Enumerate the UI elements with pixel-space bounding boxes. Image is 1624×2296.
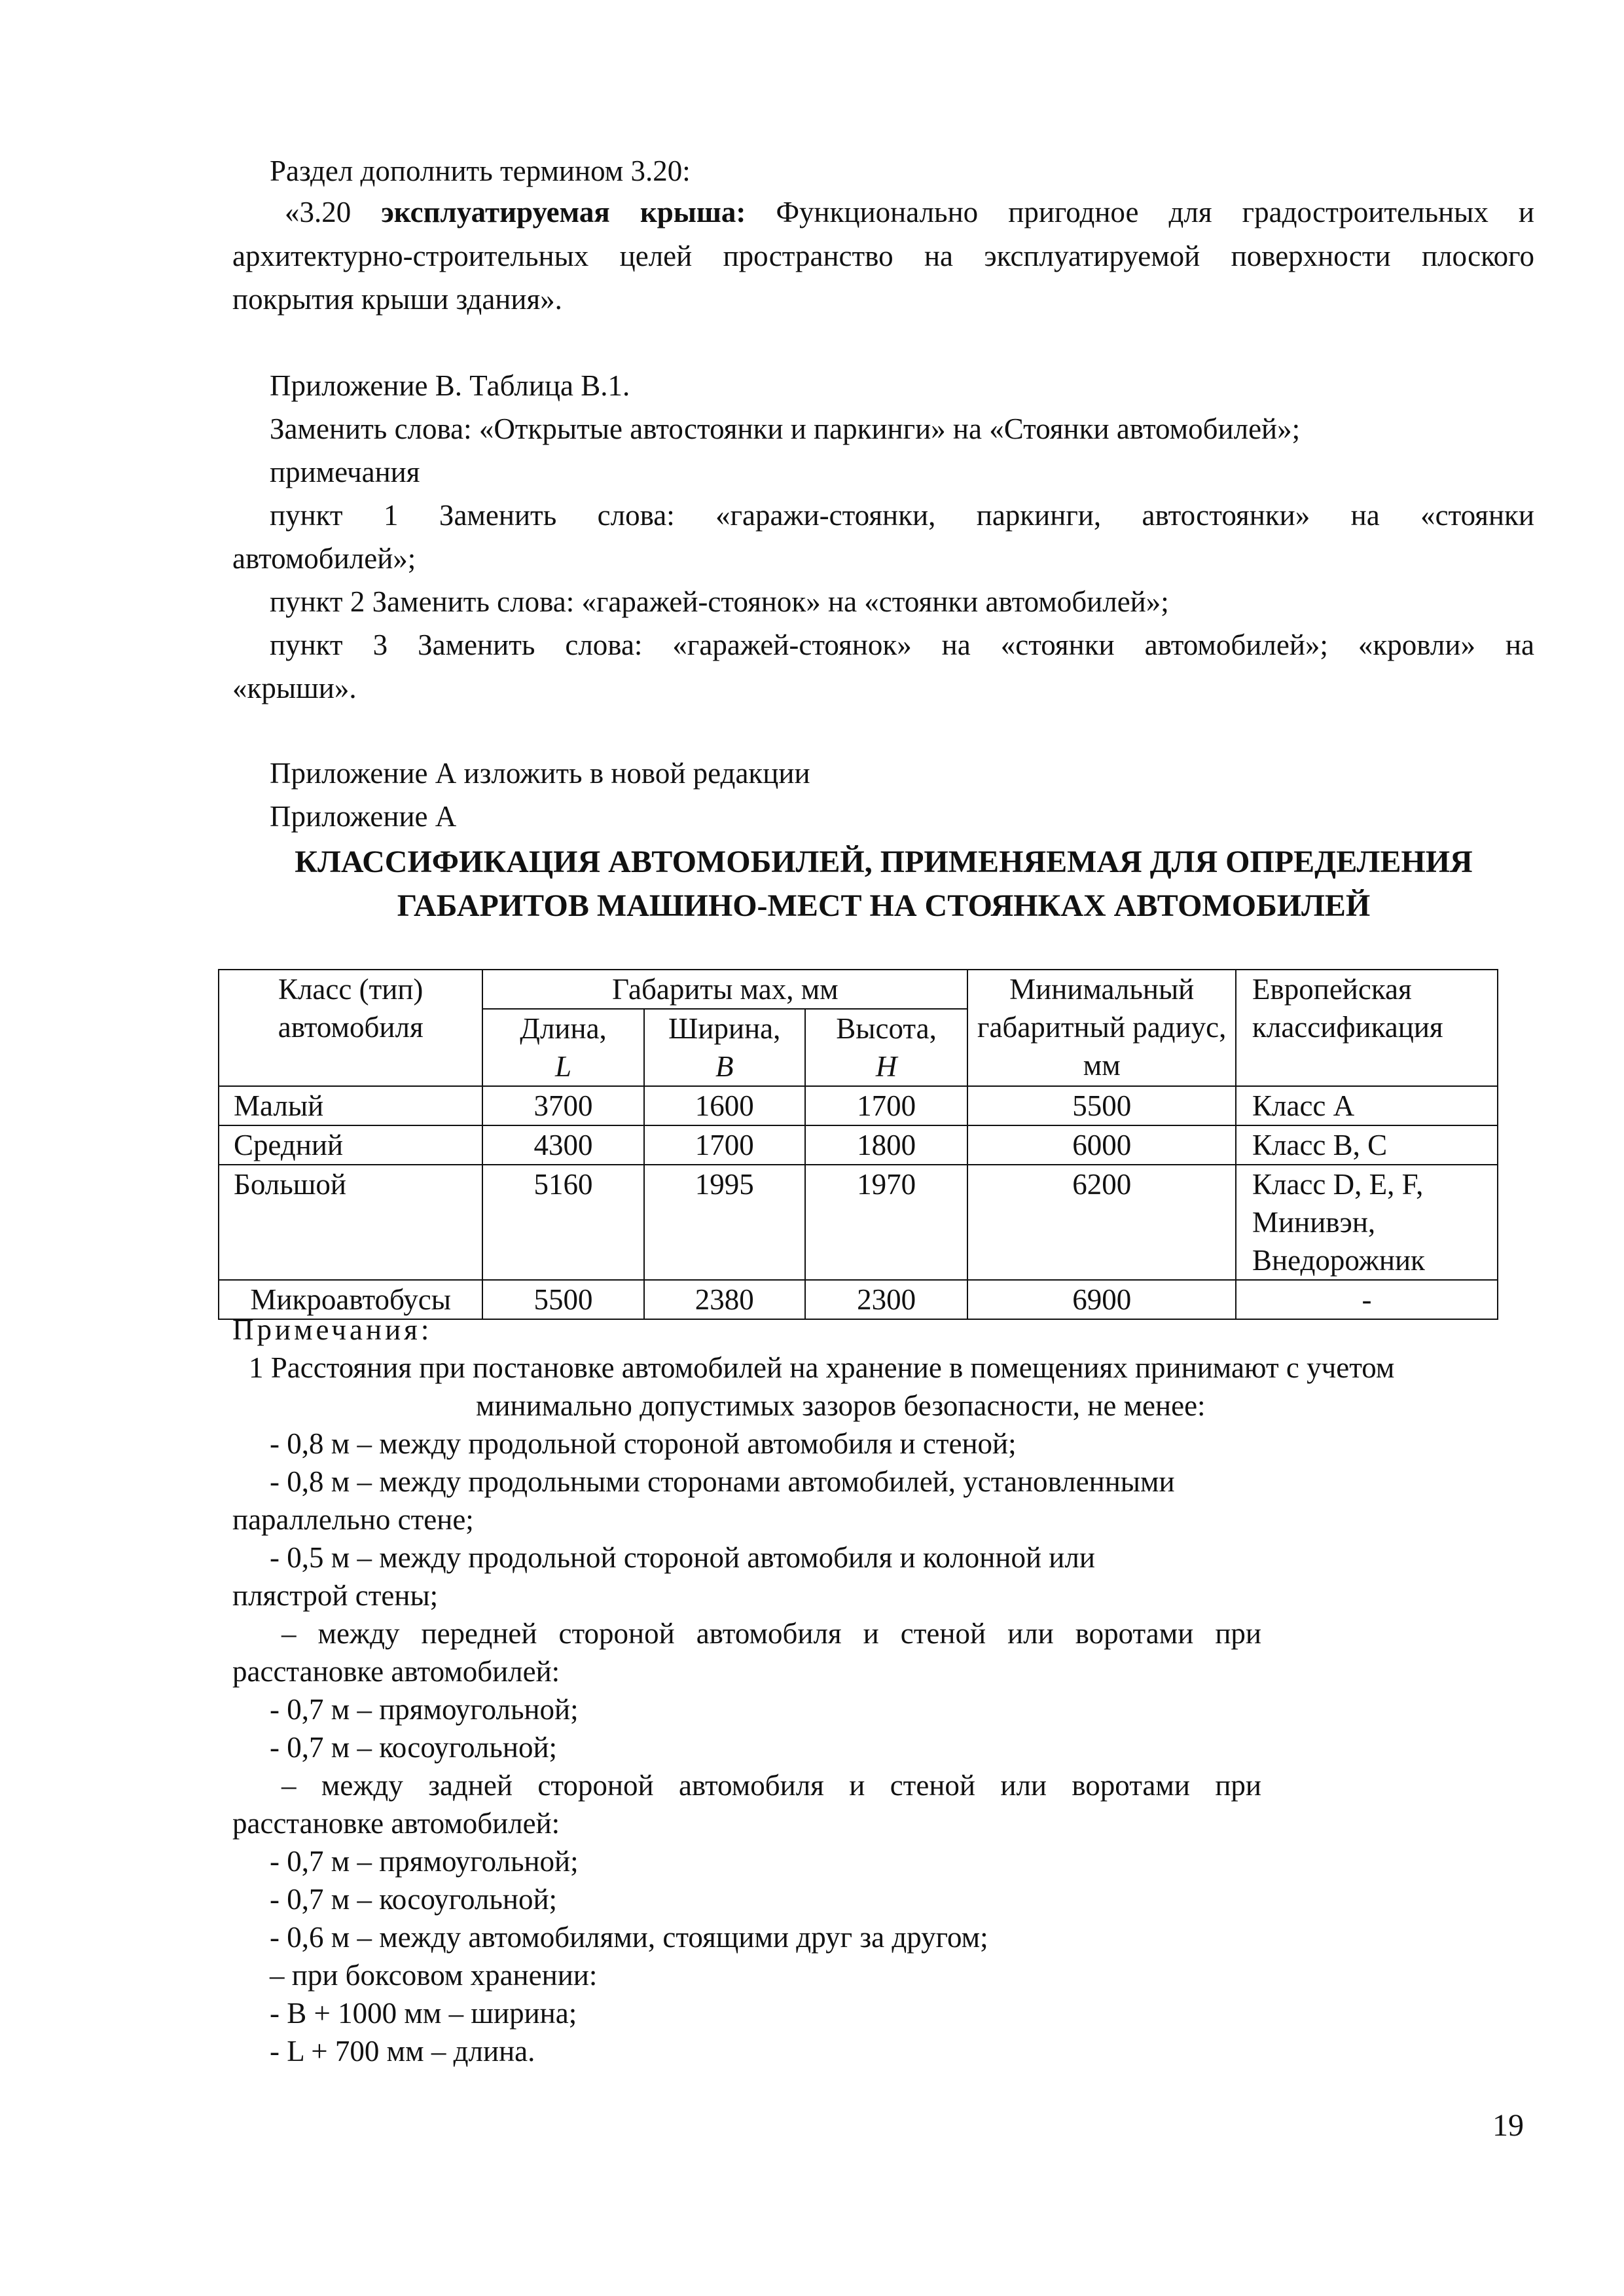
cell-width: 1995 [644, 1165, 805, 1280]
cell-height: 1700 [805, 1086, 968, 1125]
note-d4b: расстановке автомобилей: [232, 1655, 560, 1688]
header-height-symbol: H [875, 1050, 897, 1083]
table-row [219, 1086, 1498, 1125]
cell-length: 5500 [482, 1280, 643, 1319]
note-d5a: – между задней стороной автомобиля и стеной или воротами при [281, 1769, 1261, 1802]
amend2-point3b: «крыши». [232, 672, 357, 704]
note-d1: - 0,8 м – между продольной стороной автомобиля и стеной; [270, 1427, 1017, 1460]
note-d3a: - 0,5 м – между продольной стороной автомобиля и колонной или [270, 1541, 1095, 1574]
cell-euro: - [1236, 1280, 1498, 1319]
header-length-symbol: L [555, 1050, 572, 1083]
note-d4c: - 0,7 м – прямоугольной; [270, 1693, 579, 1726]
header-width [644, 1009, 805, 1086]
header-height-label: Высота, [836, 1012, 937, 1045]
amend1-intro: Раздел дополнить термином 3.20: [270, 155, 691, 187]
note-d5d: - 0,7 м – косоугольной; [270, 1883, 558, 1916]
note-d9: - L + 700 мм – длина. [270, 2035, 535, 2068]
cell-euro: Класс В, С [1236, 1125, 1498, 1165]
amend3-intro: Приложение А изложить в новой редакции [270, 757, 810, 790]
amend2-notes: примечания [270, 456, 420, 488]
cell-radius: 5500 [967, 1086, 1236, 1125]
header-height [805, 1009, 968, 1086]
note-d5c: - 0,7 м – прямоугольной; [270, 1845, 579, 1878]
term-3-20-line1 [285, 193, 1534, 231]
header-length-label: Длина, [520, 1012, 607, 1045]
cell-class: Большой [219, 1165, 482, 1280]
page-number: 19 [1492, 2108, 1524, 2143]
cell-euro: Класс D, E, F, Минивэн, Внедорожник [1236, 1165, 1498, 1280]
table-header-row [219, 970, 1498, 1009]
cell-height: 1970 [805, 1165, 968, 1280]
header-euro: Европейская классификация [1236, 970, 1498, 1086]
header-dimensions: Габариты мах, мм [482, 970, 967, 1009]
cell-class: Средний [219, 1125, 482, 1165]
term-name: эксплуатируемая крыша: [381, 196, 746, 228]
amend2-point3a: пункт 3 Заменить слова: «гаражей-стоянок» на «стоянки автомобилей»; «кровли» на [270, 629, 1534, 661]
cell-length: 3700 [482, 1086, 643, 1125]
cell-height: 1800 [805, 1125, 968, 1165]
classification-table [218, 969, 1498, 1320]
cell-width: 2380 [644, 1280, 805, 1319]
amend2-replace: Заменить слова: «Открытые автостоянки и паркинги» на «Стоянки автомобилей»; [270, 412, 1301, 445]
note-d3b: пляcтрой стены; [232, 1579, 439, 1612]
header-radius: Минимальный габаритный радиус, мм [967, 970, 1236, 1086]
table-row [219, 1125, 1498, 1165]
amend2-intro: Приложение В. Таблица В.1. [270, 369, 630, 402]
header-length [482, 1009, 643, 1086]
note-d2a: - 0,8 м – между продольными сторонами автомобилей, установленными [270, 1465, 1175, 1498]
heading-line2: ГАБАРИТОВ МАШИНО-МЕСТ НА СТОЯНКАХ АВТОМОБИЛЕЙ [397, 888, 1371, 923]
cell-class: Малый [219, 1086, 482, 1125]
note-d2b: параллельно стене; [232, 1503, 474, 1536]
header-width-label: Ширина, [668, 1012, 781, 1045]
cell-width: 1600 [644, 1086, 805, 1125]
header-class: Класс (тип) автомобиля [219, 970, 482, 1086]
amend2-point2: пункт 2 Заменить слова: «гаражей-стоянок» на «стоянки автомобилей»; [270, 585, 1169, 618]
note1-line2: минимально допустимых зазоров безопасности, не менее: [476, 1389, 1206, 1422]
term-def-3: покрытия крыши здания». [232, 283, 562, 316]
cell-euro: Класс А [1236, 1086, 1498, 1125]
appendix-label: Приложение А [270, 800, 457, 833]
cell-height: 2300 [805, 1280, 968, 1319]
notes-title: Примечания: [232, 1313, 433, 1346]
amend2-point1b: автомобилей»; [232, 542, 416, 575]
amend2-point1a: пункт 1 Заменить слова: «гаражи-стоянки, паркинги, автостоянки» на «стоянки [270, 499, 1534, 532]
note-d5b: расстановке автомобилей: [232, 1807, 560, 1840]
note-d7: – при боксовом хранении: [270, 1959, 598, 1992]
term-number: «3.20 [285, 196, 352, 228]
note1-line1: 1 Расстояния при постановке автомобилей на хранение в помещениях принимают с учетом [249, 1351, 1395, 1384]
cell-length: 5160 [482, 1165, 643, 1280]
note-d4a: – между передней стороной автомобиля и стеной или воротами при [281, 1617, 1261, 1650]
cell-radius: 6200 [967, 1165, 1236, 1280]
cell-width: 1700 [644, 1125, 805, 1165]
note-d8: - B + 1000 мм – ширина; [270, 1997, 577, 2030]
note-d4d: - 0,7 м – косоугольной; [270, 1731, 558, 1764]
term-def-1: Функционально пригодное для градостроительных и [776, 196, 1534, 228]
table-row [219, 1165, 1498, 1280]
cell-radius: 6000 [967, 1125, 1236, 1165]
note-d6: - 0,6 м – между автомобилями, стоящими друг за другом; [270, 1921, 988, 1954]
cell-radius: 6900 [967, 1280, 1236, 1319]
header-width-symbol: B [715, 1050, 734, 1083]
heading-line1: КЛАССИФИКАЦИЯ АВТОМОБИЛЕЙ, ПРИМЕНЯЕМАЯ ДЛЯ ОПРЕДЕЛЕНИЯ [295, 845, 1473, 879]
cell-class: Микроавтобусы [219, 1280, 482, 1319]
cell-length: 4300 [482, 1125, 643, 1165]
term-def-2: архитектурно-строительных целей пространство на эксплуатируемой поверхности плоского [232, 240, 1534, 272]
